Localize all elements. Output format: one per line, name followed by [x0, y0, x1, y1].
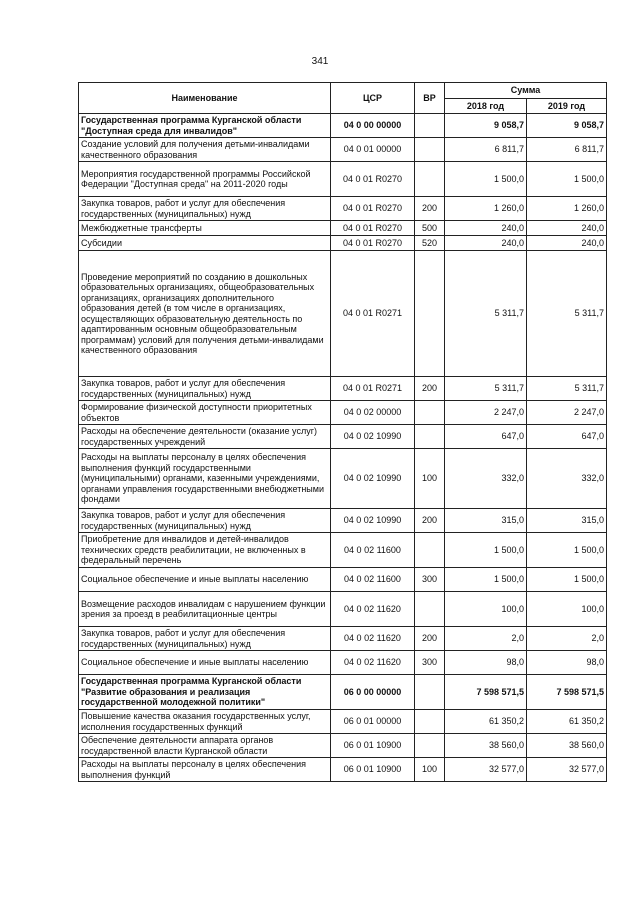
row-2018: 38 560,0 — [445, 734, 527, 758]
table-row — [79, 627, 607, 651]
row-2018: 647,0 — [445, 425, 527, 449]
row-vr — [415, 114, 445, 138]
table-row — [79, 114, 607, 138]
table-row — [79, 568, 607, 592]
table-row — [79, 710, 607, 734]
row-csr: 04 0 02 10990 — [331, 425, 415, 449]
header-csr: ЦСР — [331, 83, 415, 114]
row-vr: 100 — [415, 449, 445, 509]
row-vr: 300 — [415, 568, 445, 592]
row-csr: 04 0 02 10990 — [331, 449, 415, 509]
row-vr — [415, 425, 445, 449]
row-csr: 04 0 01 R0270 — [331, 197, 415, 221]
row-2019: 1 500,0 — [527, 568, 607, 592]
table-row — [79, 251, 607, 377]
row-vr: 200 — [415, 509, 445, 533]
row-csr: 04 0 01 R0270 — [331, 221, 415, 236]
row-2019: 61 350,2 — [527, 710, 607, 734]
row-csr: 04 0 01 00000 — [331, 138, 415, 162]
row-2019: 332,0 — [527, 449, 607, 509]
row-name: Расходы на выплаты персоналу в целях обеспечения выполнения функций — [79, 758, 331, 782]
row-csr: 04 0 02 11620 — [331, 651, 415, 675]
row-csr: 04 0 01 R0271 — [331, 251, 415, 377]
row-2018: 1 500,0 — [445, 568, 527, 592]
row-name: Закупка товаров, работ и услуг для обеспечения государственных (муниципальных) нужд — [79, 509, 331, 533]
row-name: Субсидии — [79, 236, 331, 251]
row-csr: 04 0 02 11600 — [331, 568, 415, 592]
row-2018: 32 577,0 — [445, 758, 527, 782]
row-vr: 100 — [415, 758, 445, 782]
table-row — [79, 162, 607, 197]
row-name: Расходы на обеспечение деятельности (оказание услуг) государственных учреждений — [79, 425, 331, 449]
row-name: Возмещение расходов инвалидам с нарушением функции зрения за проезд в реабилитационные центры — [79, 592, 331, 627]
row-2019: 1 500,0 — [527, 533, 607, 568]
row-vr — [415, 592, 445, 627]
row-name: Межбюджетные трансферты — [79, 221, 331, 236]
header-2019: 2019 год — [527, 98, 607, 114]
row-csr: 04 0 01 R0270 — [331, 162, 415, 197]
row-name: Приобретение для инвалидов и детей-инвалидов технических средств реабилитации, не включенных в федеральный перечень — [79, 533, 331, 568]
row-2018: 98,0 — [445, 651, 527, 675]
row-2019: 6 811,7 — [527, 138, 607, 162]
row-name: Государственная программа Курганской области "Развитие образования и реализация государственной молодежной политики" — [79, 675, 331, 710]
row-2019: 100,0 — [527, 592, 607, 627]
row-vr: 520 — [415, 236, 445, 251]
row-name: Закупка товаров, работ и услуг для обеспечения государственных (муниципальных) нужд — [79, 377, 331, 401]
row-name: Мероприятия государственной программы Российской Федерации "Доступная среда" на 2011-2020 годы — [79, 162, 331, 197]
row-name: Закупка товаров, работ и услуг для обеспечения государственных (муниципальных) нужд — [79, 627, 331, 651]
row-2018: 7 598 571,5 — [445, 675, 527, 710]
row-2019: 240,0 — [527, 236, 607, 251]
row-2018: 5 311,7 — [445, 251, 527, 377]
row-2018: 1 500,0 — [445, 533, 527, 568]
row-2018: 6 811,7 — [445, 138, 527, 162]
table-row — [79, 221, 607, 236]
row-2019: 315,0 — [527, 509, 607, 533]
row-2018: 315,0 — [445, 509, 527, 533]
table-row — [79, 509, 607, 533]
row-2018: 61 350,2 — [445, 710, 527, 734]
row-2018: 1 500,0 — [445, 162, 527, 197]
row-csr: 04 0 02 11620 — [331, 592, 415, 627]
table-row — [79, 758, 607, 782]
table-row — [79, 592, 607, 627]
row-csr: 06 0 01 10900 — [331, 734, 415, 758]
table-row — [79, 675, 607, 710]
table-row — [79, 734, 607, 758]
row-2019: 2,0 — [527, 627, 607, 651]
row-vr — [415, 710, 445, 734]
row-vr — [415, 162, 445, 197]
row-name: Государственная программа Курганской области "Доступная среда для инвалидов" — [79, 114, 331, 138]
table-row — [79, 138, 607, 162]
row-2019: 5 311,7 — [527, 251, 607, 377]
row-name: Проведение мероприятий по созданию в дошкольных образовательных организациях, общеобразовательных организациях, организациях дополнительного образования детей (в том числе в организациях, осуществляющих образовательную деятельность по адаптированным основным общеобразовательным программам) условий для получения детьми-инвалидами качественного образования — [79, 251, 331, 377]
budget-table — [78, 82, 607, 782]
row-name: Повышение качества оказания государственных услуг, исполнения государственных функций — [79, 710, 331, 734]
table-row — [79, 377, 607, 401]
row-2018: 9 058,7 — [445, 114, 527, 138]
page-number: 341 — [311, 56, 329, 67]
row-2019: 9 058,7 — [527, 114, 607, 138]
row-2019: 647,0 — [527, 425, 607, 449]
row-2018: 5 311,7 — [445, 377, 527, 401]
row-name: Социальное обеспечение и иные выплаты населению — [79, 568, 331, 592]
row-2018: 240,0 — [445, 221, 527, 236]
row-2019: 1 500,0 — [527, 162, 607, 197]
table-row — [79, 197, 607, 221]
row-2019: 1 260,0 — [527, 197, 607, 221]
row-2019: 5 311,7 — [527, 377, 607, 401]
row-2018: 332,0 — [445, 449, 527, 509]
row-name: Обеспечение деятельности аппарата органов государственной власти Курганской области — [79, 734, 331, 758]
row-2019: 240,0 — [527, 221, 607, 236]
row-csr: 04 0 00 00000 — [331, 114, 415, 138]
row-vr — [415, 675, 445, 710]
row-csr: 06 0 01 00000 — [331, 710, 415, 734]
row-csr: 04 0 02 00000 — [331, 401, 415, 425]
row-vr — [415, 734, 445, 758]
header-name: Наименование — [79, 83, 331, 114]
row-2019: 2 247,0 — [527, 401, 607, 425]
row-vr: 500 — [415, 221, 445, 236]
row-2018: 1 260,0 — [445, 197, 527, 221]
row-vr — [415, 251, 445, 377]
row-csr: 04 0 02 11620 — [331, 627, 415, 651]
table-row — [79, 401, 607, 425]
row-vr — [415, 533, 445, 568]
row-csr: 04 0 02 11600 — [331, 533, 415, 568]
row-csr: 06 0 00 00000 — [331, 675, 415, 710]
row-2019: 7 598 571,5 — [527, 675, 607, 710]
row-csr: 04 0 02 10990 — [331, 509, 415, 533]
row-2018: 2,0 — [445, 627, 527, 651]
header-vr: ВР — [415, 83, 445, 114]
row-vr: 200 — [415, 377, 445, 401]
row-csr: 06 0 01 10900 — [331, 758, 415, 782]
row-2018: 240,0 — [445, 236, 527, 251]
row-2019: 32 577,0 — [527, 758, 607, 782]
row-vr: 300 — [415, 651, 445, 675]
row-csr: 04 0 01 R0271 — [331, 377, 415, 401]
header-sum: Сумма — [445, 83, 607, 99]
row-vr: 200 — [415, 197, 445, 221]
row-vr — [415, 401, 445, 425]
row-name: Расходы на выплаты персоналу в целях обеспечения выполнения функций государственными (муниципальными) органами, казенными учреждениями, органами управления государственными внебюджетными фондами — [79, 449, 331, 509]
row-2018: 100,0 — [445, 592, 527, 627]
row-name: Закупка товаров, работ и услуг для обеспечения государственных (муниципальных) нужд — [79, 197, 331, 221]
table-row — [79, 533, 607, 568]
header-2018: 2018 год — [445, 98, 527, 114]
table-row — [79, 425, 607, 449]
row-vr — [415, 138, 445, 162]
row-vr: 200 — [415, 627, 445, 651]
table-row — [79, 651, 607, 675]
row-2019: 98,0 — [527, 651, 607, 675]
row-2019: 38 560,0 — [527, 734, 607, 758]
row-2018: 2 247,0 — [445, 401, 527, 425]
row-name: Создание условий для получения детьми-инвалидами качественного образования — [79, 138, 331, 162]
table-row — [79, 449, 607, 509]
row-name: Социальное обеспечение и иные выплаты населению — [79, 651, 331, 675]
table-row — [79, 236, 607, 251]
row-name: Формирование физической доступности приоритетных объектов — [79, 401, 331, 425]
row-csr: 04 0 01 R0270 — [331, 236, 415, 251]
